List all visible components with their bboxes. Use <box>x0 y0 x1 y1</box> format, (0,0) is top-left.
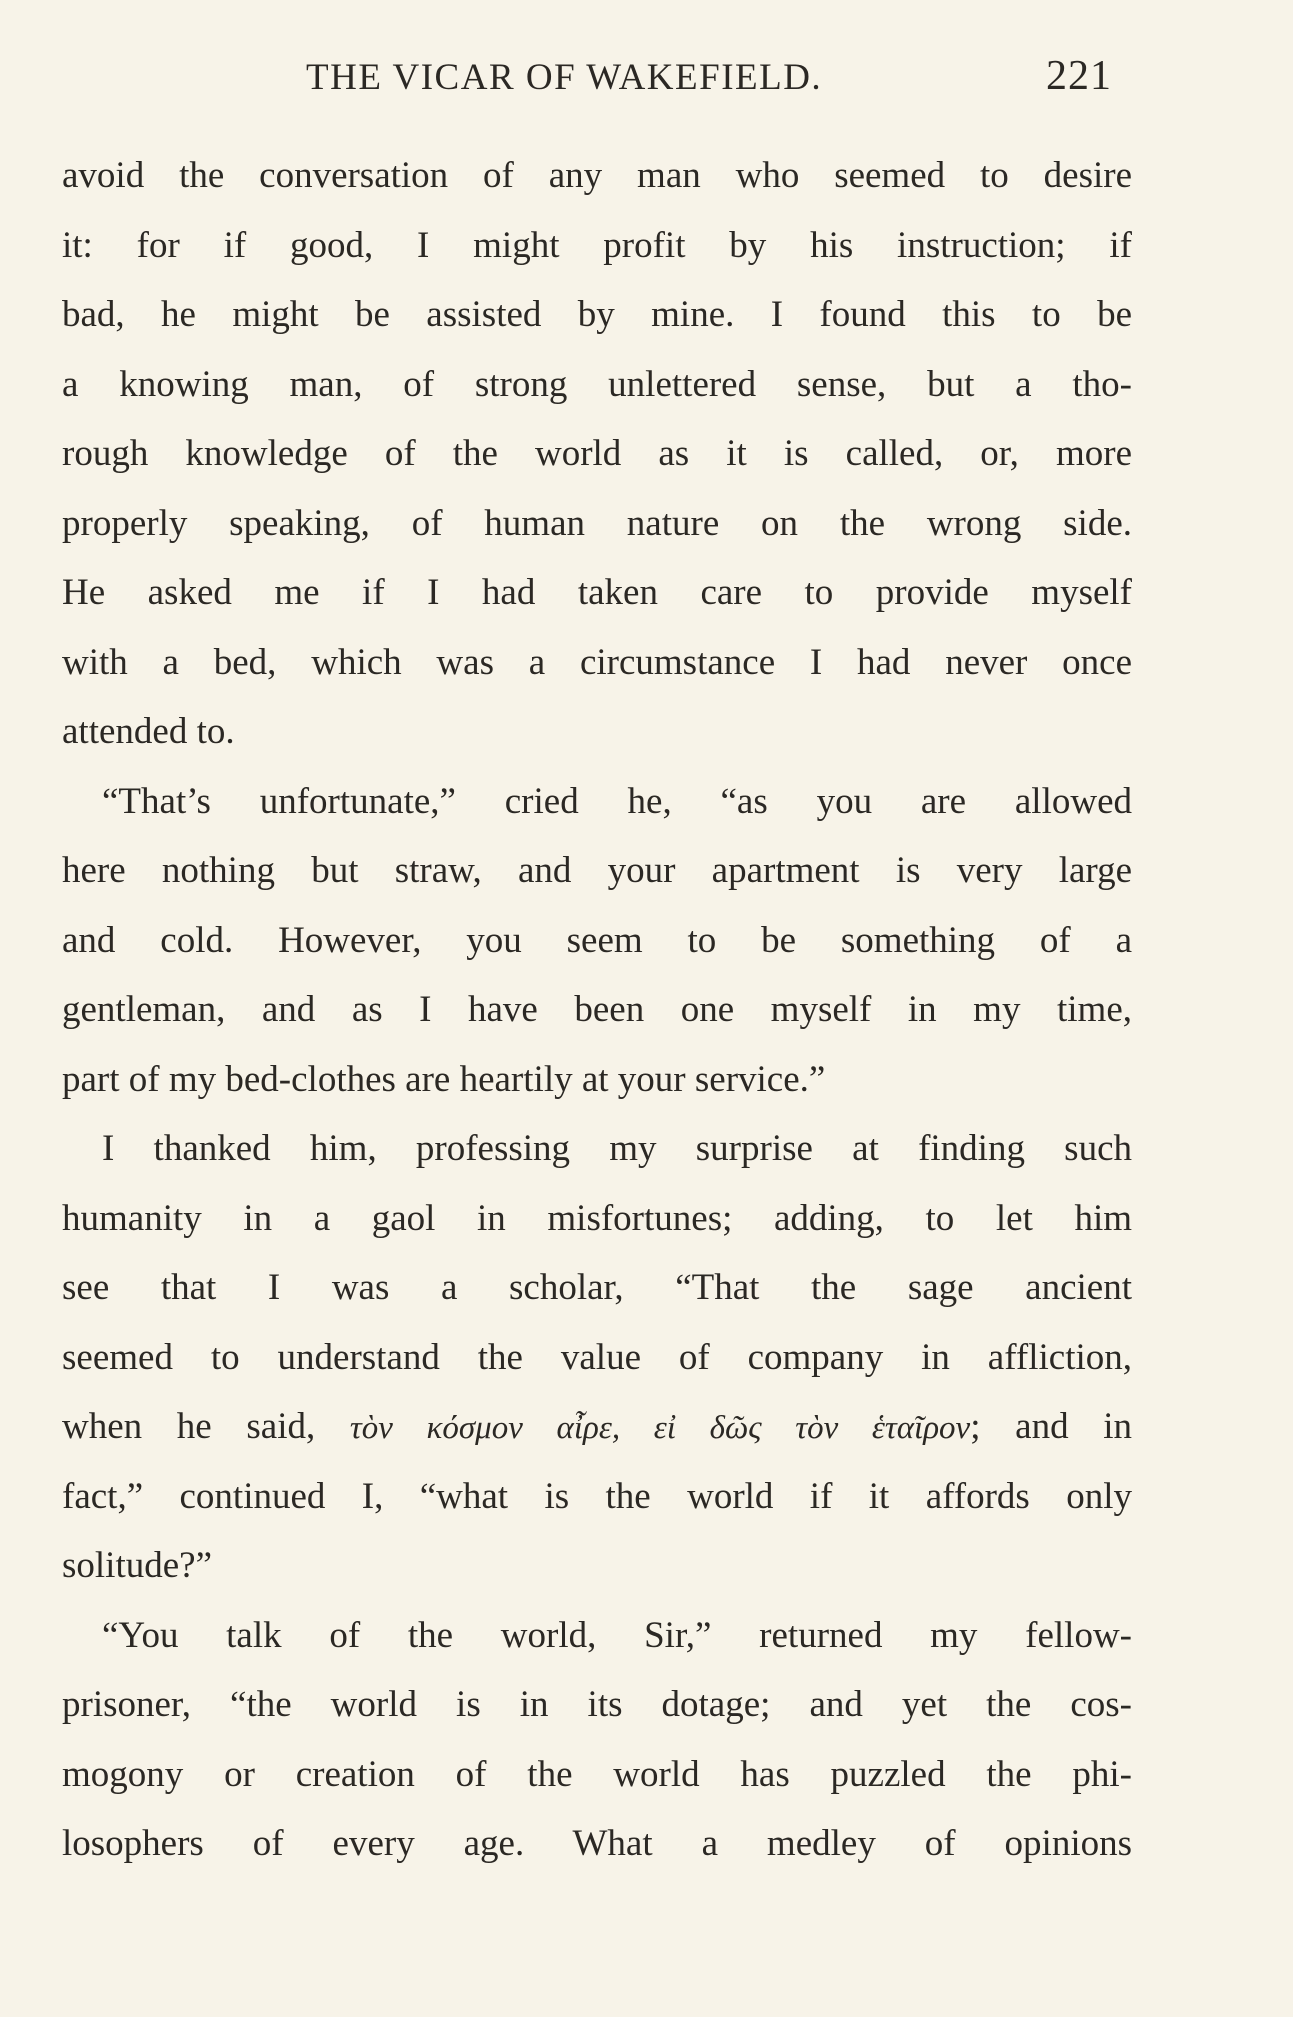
text-line: part of my bed-clothes are heartily at your service.” <box>62 1058 826 1100</box>
text-line: “You talk of the world, Sir,” returned my fellow- <box>102 1614 1132 1656</box>
text-line: losophers of every age. What a medley of opinions <box>62 1823 1132 1864</box>
text-line: seemed to understand the value of company in affliction, <box>62 1336 1132 1378</box>
running-title: THE VICAR OF WAKEFIELD. <box>306 57 823 98</box>
text-line: here nothing but straw, and your apartment is very large <box>62 850 1132 891</box>
text-line: bad, he might be assisted by mine. I found this to be <box>62 294 1132 335</box>
text-line: rough knowledge of the world as it is called, or, more <box>62 433 1132 474</box>
text-line: I thanked him, professing my surprise at finding such <box>102 1128 1132 1169</box>
text-segment: ; and in <box>970 1406 1133 1447</box>
text-line: mogony or creation of the world has puzzled the phi- <box>62 1753 1132 1795</box>
text-line: properly speaking, of human nature on the wrong side. <box>62 502 1132 544</box>
body-text <box>62 141 1132 1879</box>
text-line: He asked me if I had taken care to provide myself <box>62 572 1132 613</box>
text-line: prisoner, “the world is in its dotage; and yet the cos- <box>62 1684 1132 1725</box>
text-line: it: for if good, I might profit by his instruction; if <box>62 224 1132 266</box>
text-line: “That’s unfortunate,” cried he, “as you are allowed <box>102 780 1132 822</box>
text-line: fact,” continued I, “what is the world if it affords only <box>62 1475 1132 1517</box>
text-line: attended to. <box>62 711 235 752</box>
text-line: and cold. However, you seem to be something of a <box>62 919 1132 961</box>
greek-quotation: τὸν κόσμον αἶρε, εἰ δῶς τὸν ἑταῖρον <box>349 1410 971 1446</box>
text-line: humanity in a gaol in misfortunes; adding, to let him <box>62 1197 1132 1239</box>
text-line: gentleman, and as I have been one myself in my time, <box>62 989 1132 1030</box>
text-line: with a bed, which was a circumstance I had never once <box>62 641 1132 683</box>
text-line: avoid the conversation of any man who seemed to desire <box>62 155 1132 196</box>
running-head <box>0 50 1293 102</box>
text-line-with-greek <box>62 1392 1132 1462</box>
text-line: see that I was a scholar, “That the sage ancient <box>62 1267 1132 1308</box>
text-segment: when he said, <box>62 1406 316 1447</box>
page-number: 221 <box>1046 53 1112 99</box>
text-line: solitude?” <box>62 1545 213 1586</box>
text-line: a knowing man, of strong unlettered sense, but a tho- <box>62 363 1132 405</box>
